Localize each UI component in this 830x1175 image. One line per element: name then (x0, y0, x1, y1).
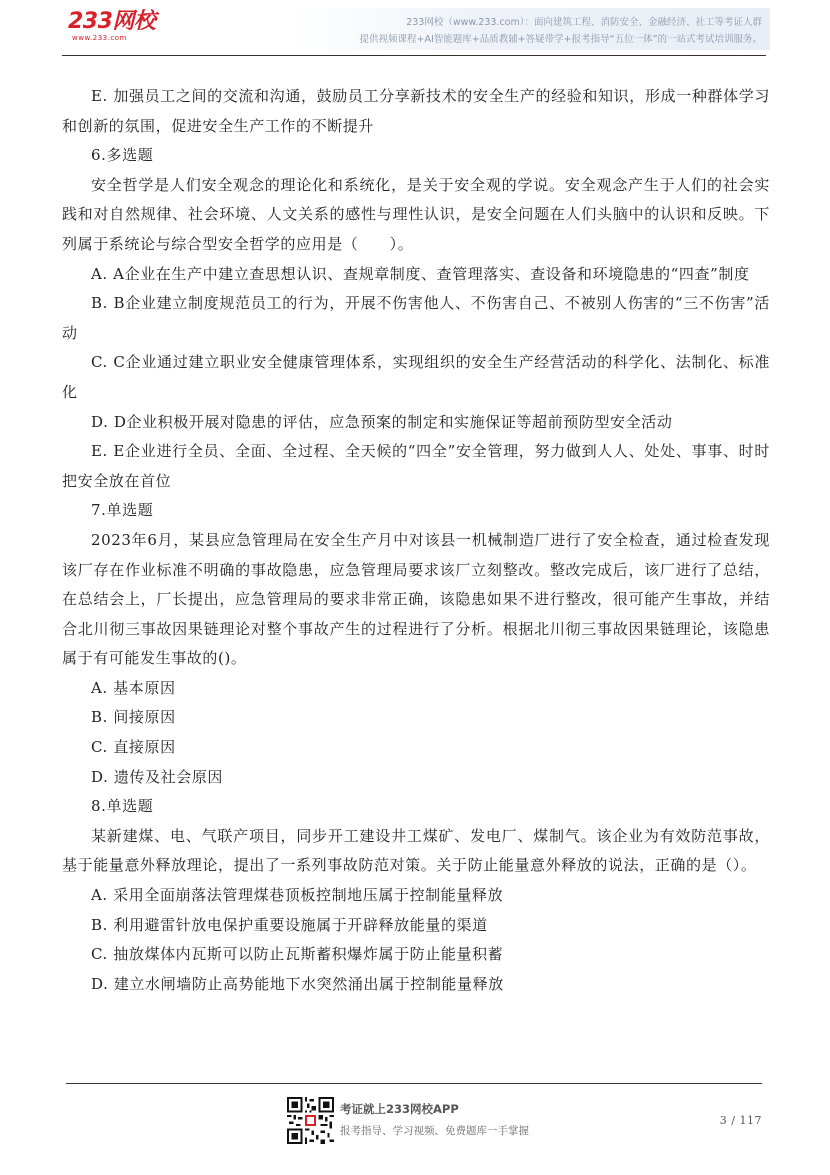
header-banner (292, 8, 770, 50)
question-7-option-a: A. 基本原因 (91, 678, 176, 697)
option-e-text: E. 加强员工之间的交流和沟通，鼓励员工分享新技术的安全生产的经验和知识，形成一种群体学习和创新的氛围，促进安全生产工作的不断提升 (62, 87, 770, 135)
header-line-1: 233网校（www.233.com）：面向建筑工程、消防安全、金融经济、社工等考证人群 (406, 17, 762, 28)
question-6-option-a: A. A企业在生产中建立查思想认识、查规章制度、查管理落实、查设备和环境隐患的“四查”制度 (91, 264, 750, 283)
page-header (62, 8, 770, 50)
question-8-heading: 8.单选题 (91, 797, 154, 816)
question-6-heading: 6.多选题 (91, 146, 154, 165)
footer-app-title: 考证就上233网校APP (340, 1102, 459, 1116)
logo-text: 233网校 (68, 9, 156, 34)
question-6-option-d: D. D企业积极开展对隐患的评估，应急预案的制定和实施保证等超前预防型安全活动 (91, 412, 673, 431)
question-6-option-c: C. C企业通过建立职业安全健康管理体系，实现组织的安全生产经营活动的科学化、法制化、标准化 (62, 353, 770, 401)
header-divider (62, 55, 766, 56)
question-7-heading: 7.单选题 (91, 501, 154, 520)
footer-divider (66, 1083, 762, 1084)
question-8-option-b: B. 利用避雷针放电保护重要设施属于开辟释放能量的渠道 (91, 915, 488, 934)
question-6-option-b: B. B企业建立制度规范员工的行为，开展不伤害他人、不伤害自己、不被别人伤害的“三不伤害”活动 (62, 294, 770, 342)
header-line-2: 提供视频课程+AI智能题库+品质教辅+答疑带学+报考指导“五位一体”的一站式考试培训服务。 (359, 34, 762, 45)
question-8-stem: 某新建煤、电、气联产项目，同步开工建设井工煤矿、发电厂、煤制气。该企业为有效防范事故，基于能量意外释放理论，提出了一系列事故防范对策。关于防止能量意外释放的说法，正确的是（）。 (62, 826, 770, 875)
question-7-option-c: C. 直接原因 (91, 738, 176, 757)
question-6-option-e: E. E企业进行全员、全面、全过程、全天候的“四全”安全管理，努力做到人人、处处、事事、时时把安全放在首位 (62, 442, 770, 490)
footer-app-subtitle: 报考指导、学习视频、免费题库一手掌握 (340, 1125, 529, 1137)
question-7-option-d: D. 遗传及社会原因 (91, 767, 224, 786)
question-8-option-a: A. 采用全面崩落法管理煤巷顶板控制地压属于控制能量释放 (91, 886, 504, 905)
question-8-option-d: D. 建立水闸墙防止高势能地下水突然涌出属于控制能量释放 (91, 974, 504, 993)
header-tagline (360, 14, 763, 48)
question-8-option-c: C. 抽放煤体内瓦斯可以防止瓦斯蓄积爆炸属于防止能量积蓄 (91, 945, 504, 964)
qr-code-icon (287, 1097, 334, 1144)
question-6-stem: 安全哲学是人们安全观念的理论化和系统化，是关于安全观的学说。安全观念产生于人们的社会实践和对自然规律、社会环境、人文关系的感性与理性认识，是安全问题在人们头脑中的认识和反映。下列属于系统论与综合型安全哲学的应用是（ ）。 (62, 175, 770, 253)
document-body (62, 82, 770, 999)
logo-url: www.233.com (72, 34, 127, 42)
brand-logo (68, 10, 155, 42)
question-7-stem: 2023年6月，某县应急管理局在安全生产月中对该县一机械制造厂进行了安全检查，通过检查发现该厂存在作业标准不明确的事故隐患，应急管理局要求该厂立刻整改。整改完成后，该厂进行了总结，在总结会上，厂长提出，应急管理局的要求非常正确，该隐患如果不进行整改，很可能产生事故，并结合北川彻三事故因果链理论对整个事故产生的过程进行了分析。根据北川彻三事故因果链理论，该隐患属于有可能发生事故的()。 (62, 530, 770, 668)
question-7-option-b: B. 间接原因 (91, 708, 176, 727)
page-number: 3 / 117 (719, 1114, 762, 1127)
